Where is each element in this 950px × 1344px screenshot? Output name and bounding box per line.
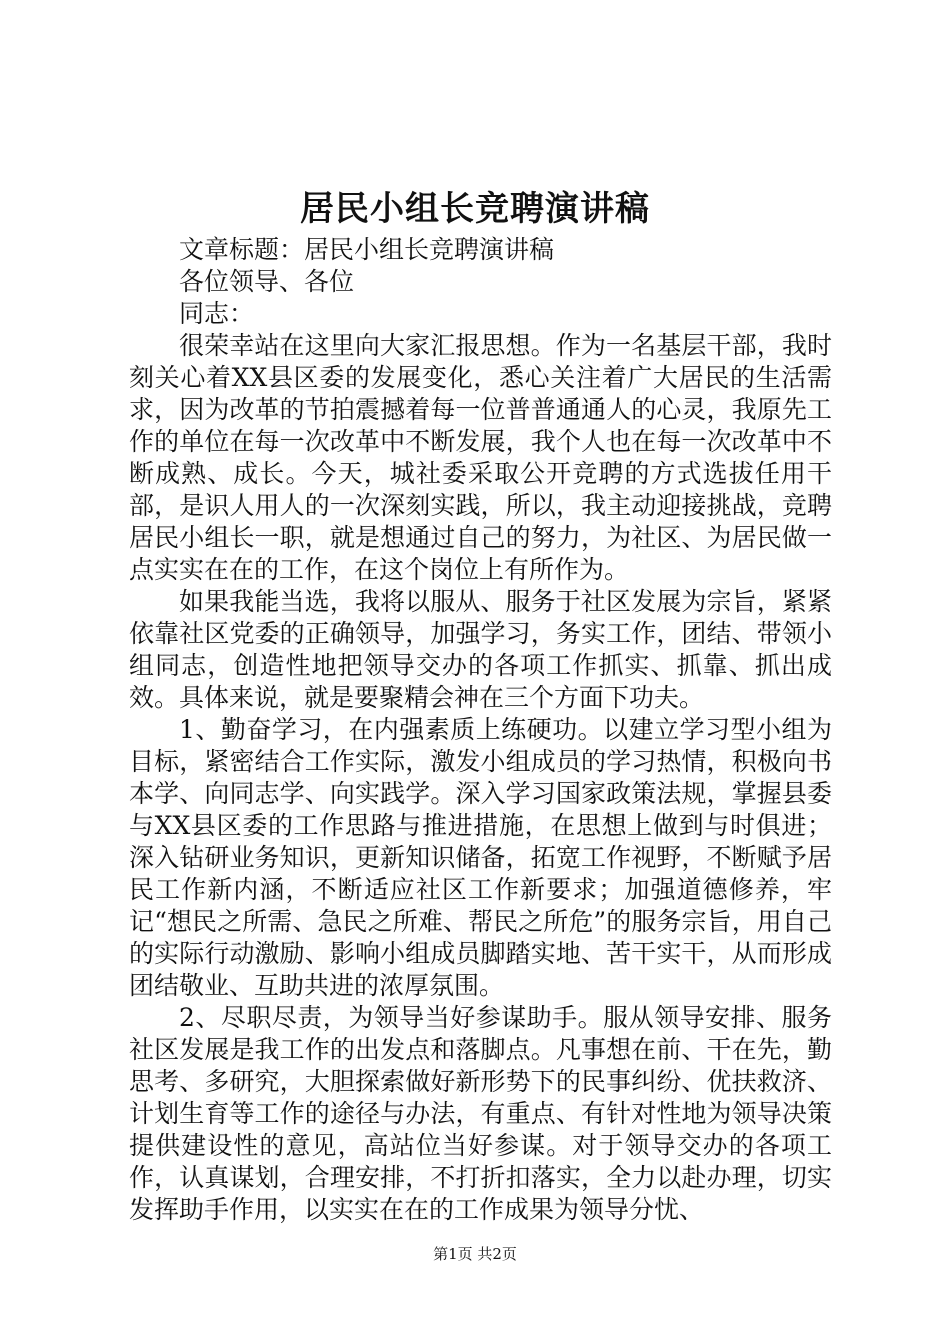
paragraph-point-2: 2、尽职尽责，为领导当好参谋助手。服从领导安排、服务社区发展是我工作的出发点和落脚点。凡事想在前、干在先，勤思考、多研究，大胆探索做好新形势下的民事纠纷、优扶救济、计划生育等工作的途径与办法，有重点、有针对性地为领导决策提供建设性的意见，高站位当好参谋。对于领导交办的各项工作，认真谋划，合理安排，不打折扣落实，全力以赴办理，切实发挥助手作用，以实实在在的工作成果为领导分忧、 [129, 1003, 832, 1224]
document-body [129, 234, 832, 1226]
paragraph-salutation: 各位领导、各位 [179, 267, 355, 296]
paragraph-intro: 很荣幸站在这里向大家汇报思想。作为一名基层干部，我时刻关心着XX县区委的发展变化，悉心关注着广大居民的生活需求，因为改革的节拍震撼着每一位普普通通人的心灵，我原先工作的单位在每一次改革中不断发展，我个人也在每一次改革中不断成熟、成长。今天，城社委采取公开竞聘的方式选拔任用干部，是识人用人的一次深刻实践，所以，我主动迎接挑战，竞聘居民小组长一职，就是想通过自己的努力，为社区、为居民做一点实实在在的工作，在这个岗位上有所作为。 [129, 331, 832, 584]
paragraph-article-title: 文章标题：居民小组长竞聘演讲稿 [179, 235, 555, 264]
paragraph-salutation-cont: 同志： [179, 299, 255, 328]
paragraph-point-1: 1、勤奋学习，在内强素质上练硬功。以建立学习型小组为目标，紧密结合工作实际，激发小组成员的学习热情，积极向书本学、向同志学、向实践学。深入学习国家政策法规，掌握县委与XX县区委的工作思路与推进措施，在思想上做到与时俱进；深入钻研业务知识，更新知识储备，拓宽工作视野，不断赋予居民工作新内涵，不断适应社区工作新要求；加强道德修养，牢记“想民之所需、急民之所难、帮民之所危”的服务宗旨，用自己的实际行动激励、影响小组成员脚踏实地、苦干实干，从而形成团结敬业、互助共进的浓厚氛围。 [129, 715, 832, 1000]
document-title: 居民小组长竞聘演讲稿 [300, 189, 650, 229]
paragraph-commitment: 如果我能当选，我将以服从、服务于社区发展为宗旨，紧紧依靠社区党委的正确领导，加强学习，务实工作，团结、带领小组同志，创造性地把领导交办的各项工作抓实、抓靠、抓出成效。具体来说，就是要聚精会神在三个方面下功夫。 [129, 587, 832, 712]
page-footer: 第1页 共2页 [433, 1245, 517, 1263]
